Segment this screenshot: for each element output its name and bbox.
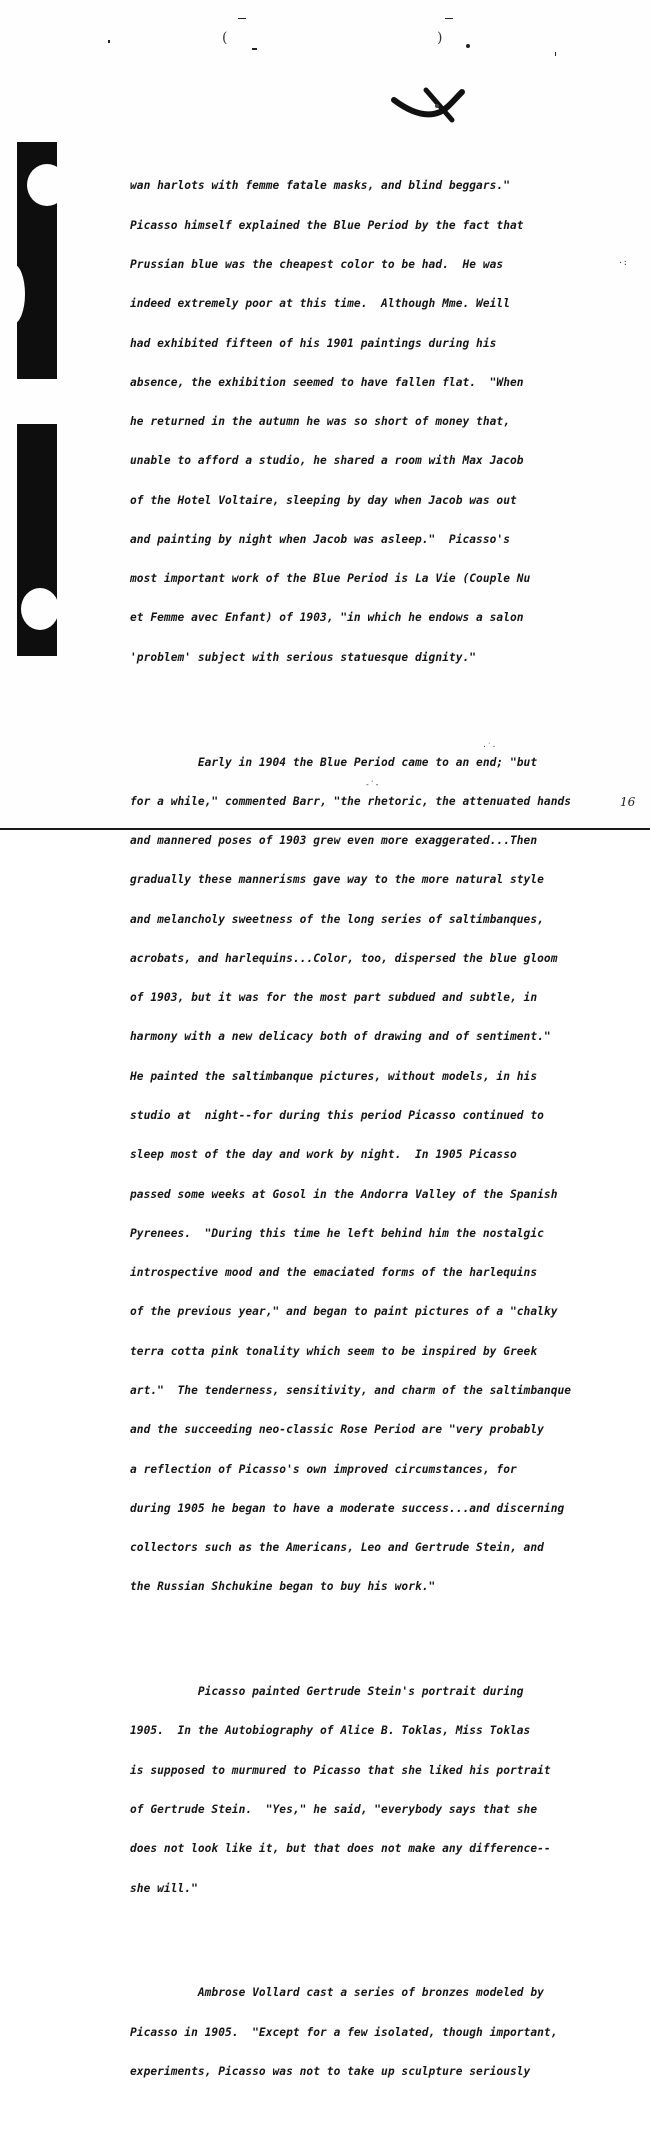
text-line: Picasso himself explained the Blue Period by the fact that [130,218,524,232]
binding-strip [17,424,57,656]
page-edge-rule [0,828,650,830]
text-line: passed some weeks at Gosol in the Andorra Valley of the Spanish [130,1187,558,1201]
paragraph [130,1960,640,2104]
scan-artifact [445,18,453,19]
text-line: and mannered poses of 1903 grew even more exaggerated...Then [130,834,538,848]
text-line: she will." [130,1881,198,1895]
text-line: and melancholy sweetness of the long series of saltimbanques, [130,912,544,926]
binding-strip [17,142,57,379]
text-line: the Russian Shchukine began to buy his work." [130,1580,436,1594]
paragraph [130,153,640,690]
punch-hole [21,588,59,630]
text-line: 1905. In the Autobiography of Alice B. Toklas, Miss Toklas [130,1724,531,1738]
text-line: He painted the saltimbanque pictures, without models, in his [130,1069,538,1083]
page-number: 16 [620,795,636,809]
text-line: harmony with a new delicacy both of drawing and of sentiment." [130,1030,551,1044]
text-line: is supposed to murmured to Picasso that she liked his portrait [130,1763,551,1777]
text-line: Prussian blue was the cheapest color to be had. He was [130,257,504,271]
text-line: acrobats, and harlequins...Color, too, dispersed the blue gloom [130,951,558,965]
scan-artifact: ( [222,30,228,46]
text-line: art." The tenderness, sensitivity, and charm of the saltimbanque [130,1384,572,1397]
scan-artifact [555,52,556,56]
paragraph [130,1659,640,1921]
text-line: indeed extremely poor at this time. Although Mme. Weill [130,297,510,311]
text-line: introspective mood and the emaciated forms of the harlequins [130,1266,538,1280]
text-line: collectors such as the Americans, Leo and Gertrude Stein, and [130,1541,544,1555]
text-line: during 1905 he began to have a moderate success...and discerning [130,1501,565,1515]
text-line: most important work of the Blue Period is La Vie (Couple Nu [130,572,531,586]
text-line: had exhibited fifteen of his 1901 paintings during his [130,336,497,350]
text-line: wan harlots with femme fatale masks, and blind beggars." [130,179,510,193]
text-line: experiments, Picasso was not to take up sculpture seriously [130,2064,531,2078]
text-line: unable to afford a studio, he shared a room with Max Jacob [130,454,524,468]
scan-artifact: ) [437,30,443,46]
text-line: a reflection of Picasso's own improved circumstances, for [130,1462,517,1476]
text-line: Ambrose Vollard cast a series of bronzes modeled by [130,1986,544,2000]
text-line: gradually these mannerisms gave way to the more natural style [130,873,544,887]
text-line: of the Hotel Voltaire, sleeping by day when Jacob was out [130,493,517,507]
scan-artifact [252,48,257,50]
scan-artifact: -ˊ- [365,780,380,789]
text-line: absence, the exhibition seemed to have fallen flat. "When [130,375,524,389]
text-line: 'problem' subject with serious statuesque dignity." [130,650,477,664]
punch-hole [1,264,25,324]
scan-artifact [466,44,470,48]
text-line: studio at night--for during this period Picasso continued to [130,1109,544,1123]
text-line: Picasso painted Gertrude Stein's portrait during [130,1685,524,1699]
text-line: of 1903, but it was for the most part subdued and subtle, in [130,991,538,1005]
document-body [130,127,640,2143]
text-line: does not look like it, but that does not make any difference-- [130,1842,551,1856]
text-line: Early in 1904 the Blue Period came to an end; "but [130,755,538,769]
punch-hole [27,164,67,206]
text-line: and painting by night when Jacob was asleep." Picasso's [130,532,510,546]
scan-artifact: ·˙· [482,742,497,751]
scan-artifact [238,18,246,19]
text-line: terra cotta pink tonality which seem to be inspired by Greek [130,1344,538,1358]
text-line: et Femme avec Enfant) of 1903, "in which he endows a salon [130,611,524,625]
text-line: Picasso in 1905. "Except for a few isolated, though important, [130,2025,558,2039]
scan-artifact: ·: [618,258,628,267]
text-line: of Gertrude Stein. "Yes," he said, "everybody says that she [130,1803,538,1816]
text-line: of the previous year," and began to paint pictures of a "chalky [130,1305,558,1319]
text-line: sleep most of the day and work by night. In 1905 Picasso [130,1148,517,1162]
text-line: he returned in the autumn he was so short of money that, [130,415,510,429]
text-line: and the succeeding neo-classic Rose Period are "very probably [130,1423,544,1437]
checkmark-icon [392,82,472,126]
text-line: Pyrenees. "During this time he left behind him the nostalgic [130,1226,544,1240]
text-line: for a while," commented Barr, "the rhetoric, the attenuated hands [130,794,572,808]
paragraph [130,729,640,1619]
scan-artifact [108,40,110,43]
